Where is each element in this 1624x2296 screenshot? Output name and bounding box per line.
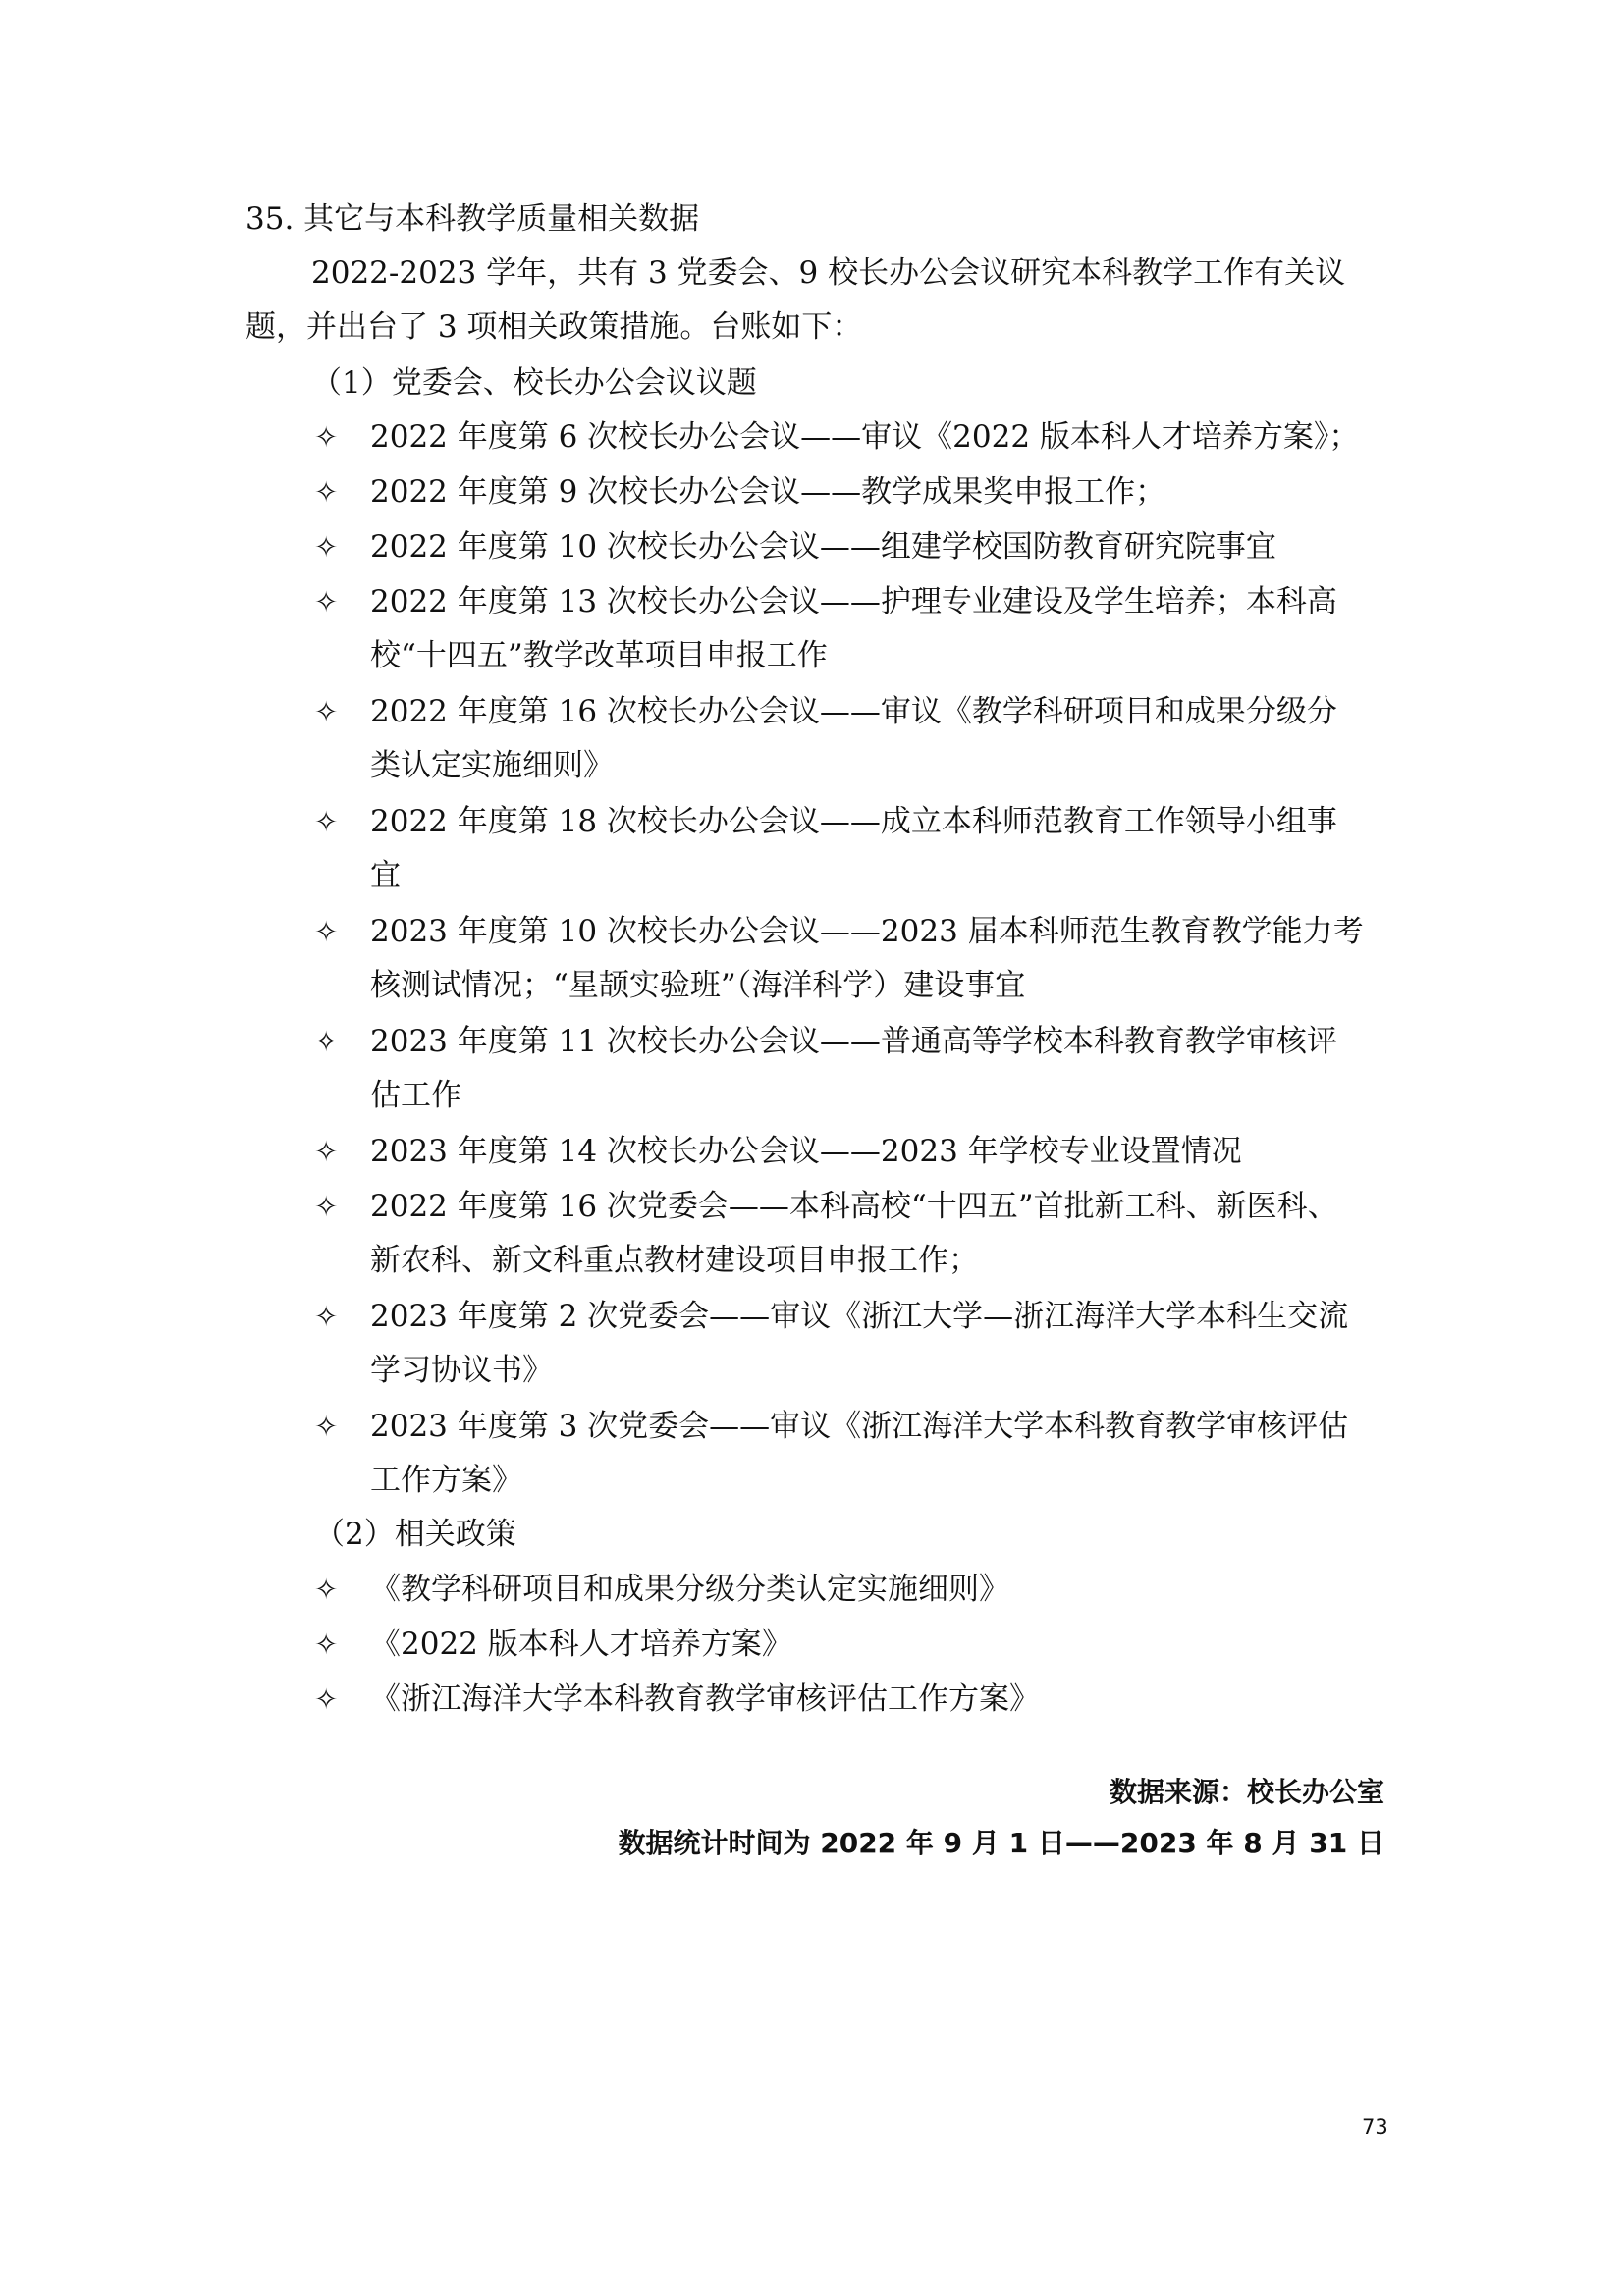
list-item-text-continued: 学习协议书》 — [370, 1353, 553, 1388]
list-item-text: 2023 年度第 10 次校长办公会议——2023 届本科师范生教育教学能力考 — [370, 914, 1364, 949]
list-item-text-continued: 工作方案》 — [370, 1463, 522, 1498]
diamond-star-bullet-icon: ✧ — [314, 1190, 339, 1223]
list-item-text: 2022 年度第 10 次校长办公会议——组建学校国防教育研究院事宜 — [370, 529, 1276, 564]
diamond-star-bullet-icon: ✧ — [314, 420, 339, 454]
list-item-text: 2023 年度第 3 次党委会——审议《浙江海洋大学本科教育教学审核评估 — [370, 1409, 1349, 1444]
diamond-star-bullet-icon: ✧ — [314, 805, 339, 838]
diamond-star-bullet-icon: ✧ — [314, 1025, 339, 1058]
list-item-text-continued: 校“十四五”教学改革项目申报工作 — [370, 638, 828, 673]
list-item-text: 2023 年度第 2 次党委会——审议《浙江大学—浙江海洋大学本科生交流 — [370, 1299, 1349, 1334]
list-item-text: 2023 年度第 14 次校长办公会议——2023 年学校专业设置情况 — [370, 1134, 1242, 1169]
list-item-text-continued: 估工作 — [370, 1078, 461, 1113]
intro-paragraph-line-2: 题，并出台了 3 项相关政策措施。台账如下： — [245, 309, 863, 345]
data-source-note: 数据来源：校长办公室 — [1109, 1776, 1384, 1808]
list-item-text: 2022 年度第 18 次校长办公会议——成立本科师范教育工作领导小组事 — [370, 804, 1337, 839]
diamond-star-bullet-icon: ✧ — [314, 530, 339, 563]
diamond-star-bullet-icon: ✧ — [314, 475, 339, 508]
diamond-star-bullet-icon: ✧ — [314, 585, 339, 618]
list-item-text: 《教学科研项目和成果分级分类认定实施细则》 — [370, 1572, 1009, 1607]
list-item-text-continued: 宜 — [370, 858, 401, 893]
data-period-note: 数据统计时间为 2022 年 9 月 1 日——2023 年 8 月 31 日 — [618, 1827, 1384, 1859]
page-number: 73 — [1362, 2115, 1388, 2139]
list-item-text: 2023 年度第 11 次校长办公会议——普通高等学校本科教育教学审核评 — [370, 1024, 1337, 1059]
diamond-star-bullet-icon: ✧ — [314, 1573, 339, 1606]
section-heading: 35. 其它与本科教学质量相关数据 — [245, 201, 700, 237]
list-item-text-continued: 新农科、新文科重点教材建设项目申报工作； — [370, 1243, 979, 1278]
list-item-text: 2022 年度第 16 次党委会——本科高校“十四五”首批新工科、新医科、 — [370, 1189, 1338, 1224]
list-item-text: 2022 年度第 13 次校长办公会议——护理专业建设及学生培养；本科高 — [370, 584, 1337, 619]
diamond-star-bullet-icon: ✧ — [314, 915, 339, 948]
list-item-text: 《浙江海洋大学本科教育教学审核评估工作方案》 — [370, 1682, 1040, 1717]
list-item-text-continued: 核测试情况；“星颉实验班”（海洋科学）建设事宜 — [370, 968, 1026, 1003]
list-item-text: 2022 年度第 6 次校长办公会议——审议《2022 版本科人才培养方案》； — [370, 419, 1360, 454]
list-item-text: 2022 年度第 9 次校长办公会议——教学成果奖申报工作； — [370, 474, 1166, 509]
list-item-text: 《2022 版本科人才培养方案》 — [370, 1627, 792, 1662]
diamond-star-bullet-icon: ✧ — [314, 1628, 339, 1661]
intro-paragraph-line-1: 2022-2023 学年，共有 3 党委会、9 校长办公会议研究本科教学工作有关议 — [311, 255, 1346, 291]
subsection-title-meetings: （1）党委会、校长办公会议议题 — [311, 365, 757, 400]
list-item-text: 2022 年度第 16 次校长办公会议——审议《教学科研项目和成果分级分 — [370, 694, 1337, 729]
diamond-star-bullet-icon: ✧ — [314, 1410, 339, 1443]
diamond-star-bullet-icon: ✧ — [314, 1682, 339, 1716]
diamond-star-bullet-icon: ✧ — [314, 695, 339, 728]
subsection-title-policies: （2）相关政策 — [314, 1517, 516, 1552]
diamond-star-bullet-icon: ✧ — [314, 1300, 339, 1333]
list-item-text-continued: 类认定实施细则》 — [370, 748, 614, 783]
diamond-star-bullet-icon: ✧ — [314, 1135, 339, 1168]
